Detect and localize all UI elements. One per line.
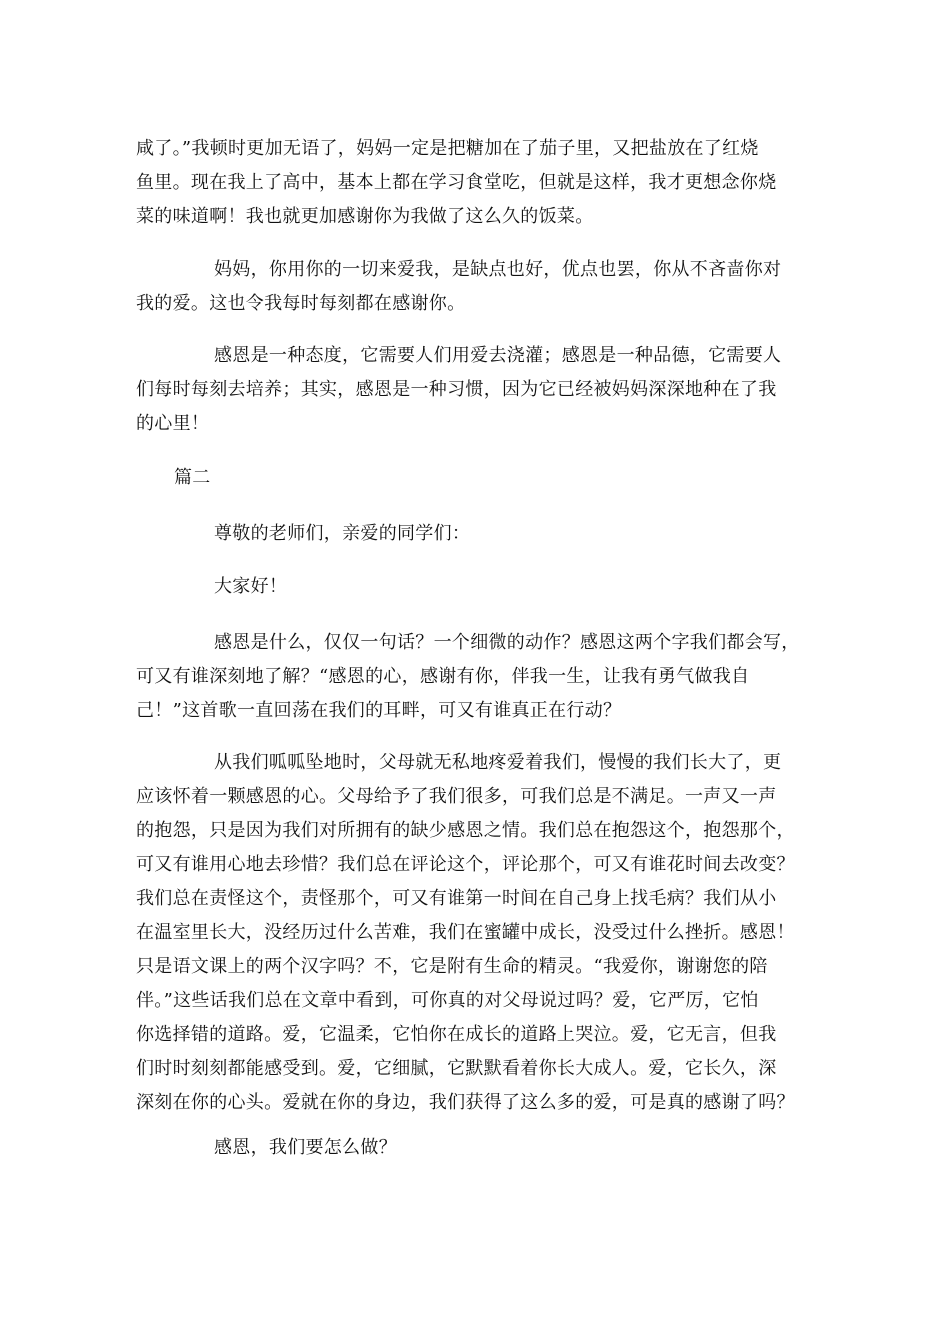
paragraph-cooking	[136, 132, 826, 234]
paragraph-line: 我们总在责怪这个，责怪那个，可又有谁第一时间在自己身上找毛病？我们从小	[136, 888, 777, 909]
paragraph-how-to	[136, 1131, 826, 1165]
paragraph-gratitude-habit	[136, 339, 826, 441]
paragraph-line: 感恩，我们要怎么做？	[214, 1137, 397, 1158]
paragraph-line: 咸了。”我顿时更加无语了，妈妈一定是把糖加在了茄子里，又把盐放在了红烧	[136, 138, 759, 159]
section-heading	[174, 461, 864, 495]
paragraph-line: 的抱怨，只是因为我们对所拥有的缺少感恩之情。我们总在抱怨这个，抱怨那个，	[136, 820, 795, 841]
paragraph-line: 己！”这首歌一直回荡在我们的耳畔，可又有谁真正在行动？	[136, 700, 622, 721]
paragraph-parents-love	[136, 746, 826, 1120]
paragraph-line: 感恩是什么，仅仅一句话？一个细微的动作？感恩这两个字我们都会写，	[214, 632, 800, 653]
paragraph-line: 感恩是一种态度，它需要人们用爱去浇灌；感恩是一种品德，它需要人	[214, 345, 782, 366]
paragraph-mother-love	[136, 253, 826, 321]
paragraph-line: 应该怀着一颗感恩的心。父母给予了我们很多，可我们总是不满足。一声又一声	[136, 786, 777, 807]
paragraph-line: 伴。”这些话我们总在文章中看到，可你真的对父母说过吗？爱，它严厉，它怕	[136, 990, 759, 1011]
paragraph-line: 我的爱。这也令我每时每刻都在感谢你。	[136, 293, 466, 314]
greeting-line: 大家好！	[214, 576, 288, 597]
paragraph-line: 只是语文课上的两个汉字吗？不，它是附有生命的精灵。“我爱你，谢谢您的陪	[136, 956, 768, 977]
salutation-line: 尊敬的老师们，亲爱的同学们：	[214, 523, 471, 544]
section-title: 篇二	[174, 467, 211, 488]
paragraph-line: 深刻在你的心头。爱就在你的身边，我们获得了这么多的爱，可是真的感谢了吗？	[136, 1092, 795, 1113]
paragraph-line: 们时时刻刻都能感受到。爱，它细腻，它默默看着你长大成人。爱，它长久，深	[136, 1058, 777, 1079]
paragraph-line: 你选择错的道路。爱，它温柔，它怕你在成长的道路上哭泣。爱，它无言，但我	[136, 1024, 777, 1045]
paragraph-line: 可又有谁深刻地了解？“感恩的心，感谢有你，伴我一生，让我有勇气做我自	[136, 666, 750, 687]
paragraph-line: 们每时每刻去培养；其实，感恩是一种习惯，因为它已经被妈妈深深地种在了我	[136, 379, 777, 400]
paragraph-line: 在温室里长大，没经历过什么苦难，我们在蜜罐中成长，没受过什么挫折。感恩！	[136, 922, 795, 943]
paragraph-line: 菜的味道啊！我也就更加感谢你为我做了这么久的饭菜。	[136, 206, 594, 227]
greeting	[136, 570, 826, 604]
paragraph-line: 可又有谁用心地去珍惜？我们总在评论这个，评论那个，可又有谁花时间去改变？	[136, 854, 795, 875]
paragraph-line: 从我们呱呱坠地时，父母就无私地疼爱着我们，慢慢的我们长大了，更	[214, 752, 782, 773]
paragraph-line: 的心里！	[136, 413, 210, 434]
paragraph-what-is-gratitude	[136, 626, 826, 728]
paragraph-line: 妈妈，你用你的一切来爱我，是缺点也好，优点也罢，你从不吝啬你对	[214, 259, 782, 280]
salutation	[136, 517, 826, 551]
paragraph-line: 鱼里。现在我上了高中，基本上都在学习食堂吃，但就是这样，我才更想念你烧	[136, 172, 777, 193]
